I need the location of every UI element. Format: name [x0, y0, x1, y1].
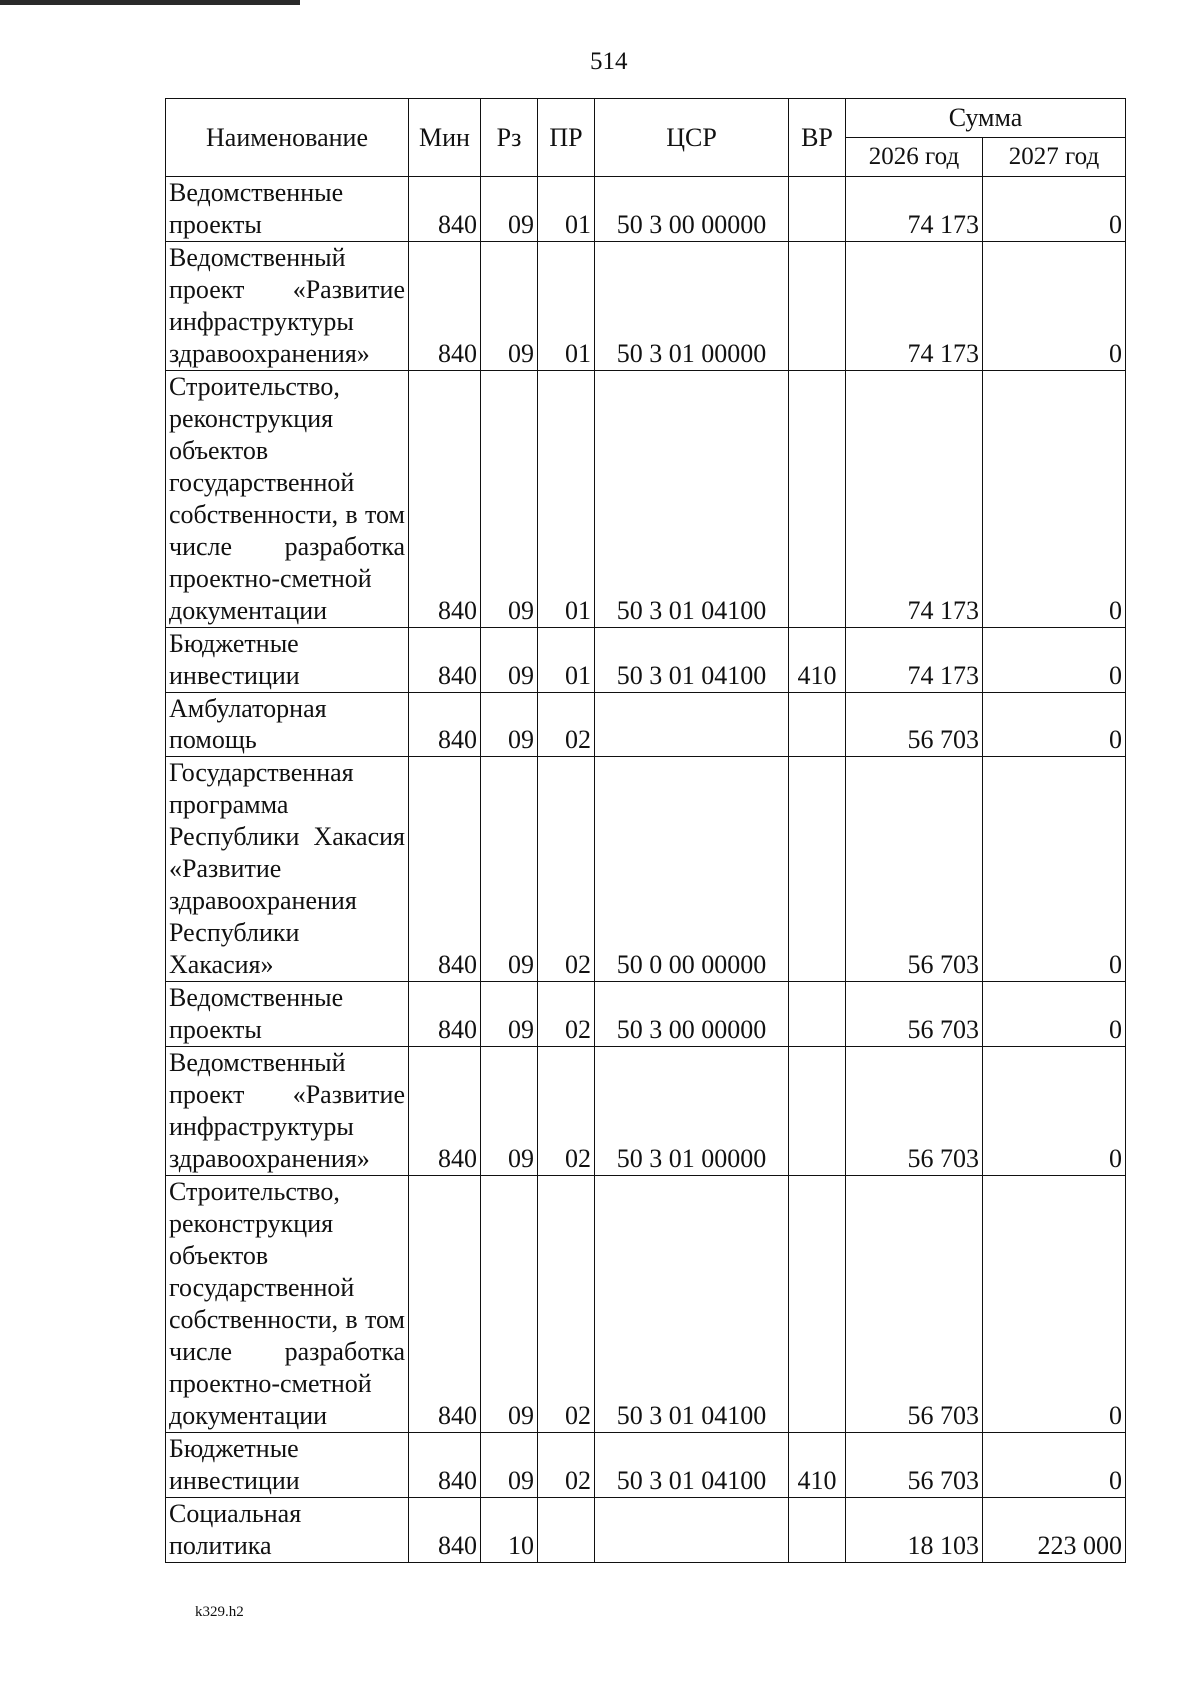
cell-name: Государственная программа Республики Хакасия «Развитие здравоохранения Республики Хакасия»: [166, 757, 409, 982]
cell-vr: [789, 241, 846, 370]
header-sum: Сумма: [846, 99, 1126, 138]
cell-csr: 50 3 01 04100: [595, 1432, 789, 1497]
cell-y2027: 0: [983, 241, 1126, 370]
page-number: 514: [590, 48, 628, 75]
cell-y2027: 0: [983, 1047, 1126, 1176]
cell-y2026: 56 703: [846, 1432, 983, 1497]
header-row: [166, 99, 1126, 138]
cell-y2027: 0: [983, 692, 1126, 757]
cell-vr: 410: [789, 627, 846, 692]
cell-pr: 01: [538, 370, 595, 627]
header-rz: Рз: [481, 99, 538, 177]
cell-pr: 02: [538, 692, 595, 757]
cell-csr: 50 3 01 00000: [595, 1047, 789, 1176]
cell-y2027: 0: [983, 982, 1126, 1047]
cell-name: Ведомственные проекты: [166, 177, 409, 242]
cell-rz: 09: [481, 692, 538, 757]
cell-rz: 09: [481, 177, 538, 242]
cell-min: 840: [409, 757, 481, 982]
cell-y2027: 0: [983, 177, 1126, 242]
cell-y2027: 0: [983, 757, 1126, 982]
cell-min: 840: [409, 1497, 481, 1562]
table-row: [166, 1176, 1126, 1433]
cell-vr: [789, 757, 846, 982]
budget-table: [165, 98, 1126, 1563]
cell-csr: [595, 692, 789, 757]
cell-name: Строительство, реконструкция объектов государственной собственности, в том числе разработка проектно-сметной документации: [166, 370, 409, 627]
cell-csr: 50 3 01 04100: [595, 370, 789, 627]
cell-name: Строительство, реконструкция объектов государственной собственности, в том числе разработка проектно-сметной документации: [166, 1176, 409, 1433]
table-row: [166, 1047, 1126, 1176]
cell-y2026: 56 703: [846, 692, 983, 757]
cell-rz: 09: [481, 627, 538, 692]
cell-vr: [789, 177, 846, 242]
table-row: [166, 1432, 1126, 1497]
cell-pr: 02: [538, 982, 595, 1047]
cell-name: Социальная политика: [166, 1497, 409, 1562]
cell-rz: 09: [481, 757, 538, 982]
cell-min: 840: [409, 370, 481, 627]
cell-y2027: 0: [983, 1432, 1126, 1497]
cell-rz: 09: [481, 241, 538, 370]
cell-min: 840: [409, 241, 481, 370]
cell-csr: 50 3 00 00000: [595, 982, 789, 1047]
cell-min: 840: [409, 982, 481, 1047]
scan-edge-mark: [0, 0, 300, 5]
cell-y2026: 74 173: [846, 627, 983, 692]
table-row: [166, 692, 1126, 757]
cell-pr: 01: [538, 177, 595, 242]
table-row: [166, 627, 1126, 692]
header-name: Наименование: [166, 99, 409, 177]
cell-y2026: 56 703: [846, 757, 983, 982]
cell-y2026: 74 173: [846, 177, 983, 242]
cell-vr: [789, 982, 846, 1047]
cell-vr: [789, 370, 846, 627]
header-year-2027: 2027 год: [983, 138, 1126, 177]
cell-y2026: 56 703: [846, 1047, 983, 1176]
table-row: [166, 757, 1126, 982]
cell-y2027: 0: [983, 627, 1126, 692]
cell-csr: 50 3 01 04100: [595, 1176, 789, 1433]
header-year-2026: 2026 год: [846, 138, 983, 177]
cell-pr: 02: [538, 757, 595, 982]
cell-pr: [538, 1497, 595, 1562]
cell-y2027: 0: [983, 370, 1126, 627]
cell-rz: 09: [481, 1176, 538, 1433]
cell-csr: 50 0 00 00000: [595, 757, 789, 982]
cell-name: Ведомственный проект «Развитие инфраструктуры здравоохранения»: [166, 1047, 409, 1176]
cell-vr: 410: [789, 1432, 846, 1497]
cell-rz: 09: [481, 982, 538, 1047]
cell-name: Ведомственный проект «Развитие инфраструктуры здравоохранения»: [166, 241, 409, 370]
header-pr: ПР: [538, 99, 595, 177]
cell-name: Ведомственные проекты: [166, 982, 409, 1047]
cell-pr: 02: [538, 1047, 595, 1176]
cell-min: 840: [409, 627, 481, 692]
cell-vr: [789, 1497, 846, 1562]
cell-min: 840: [409, 177, 481, 242]
cell-pr: 02: [538, 1176, 595, 1433]
cell-rz: 09: [481, 1432, 538, 1497]
header-min: Мин: [409, 99, 481, 177]
cell-y2026: 74 173: [846, 370, 983, 627]
cell-pr: 02: [538, 1432, 595, 1497]
cell-min: 840: [409, 1432, 481, 1497]
header-csr: ЦСР: [595, 99, 789, 177]
cell-min: 840: [409, 1176, 481, 1433]
cell-vr: [789, 1176, 846, 1433]
cell-name: Бюджетные инвестиции: [166, 1432, 409, 1497]
cell-csr: 50 3 00 00000: [595, 177, 789, 242]
cell-y2026: 18 103: [846, 1497, 983, 1562]
table-row: [166, 241, 1126, 370]
footer-code: k329.h2: [195, 1604, 244, 1620]
table-row: [166, 982, 1126, 1047]
cell-name: Амбулаторная помощь: [166, 692, 409, 757]
cell-vr: [789, 1047, 846, 1176]
cell-rz: 09: [481, 370, 538, 627]
cell-pr: 01: [538, 627, 595, 692]
cell-csr: 50 3 01 04100: [595, 627, 789, 692]
cell-vr: [789, 692, 846, 757]
table-row: [166, 370, 1126, 627]
cell-y2026: 74 173: [846, 241, 983, 370]
table-body: [166, 177, 1126, 1563]
cell-csr: 50 3 01 00000: [595, 241, 789, 370]
cell-min: 840: [409, 1047, 481, 1176]
cell-y2026: 56 703: [846, 982, 983, 1047]
cell-y2027: 0: [983, 1176, 1126, 1433]
cell-pr: 01: [538, 241, 595, 370]
cell-rz: 10: [481, 1497, 538, 1562]
cell-csr: [595, 1497, 789, 1562]
cell-name: Бюджетные инвестиции: [166, 627, 409, 692]
cell-min: 840: [409, 692, 481, 757]
cell-y2027: 223 000: [983, 1497, 1126, 1562]
cell-rz: 09: [481, 1047, 538, 1176]
table-row: [166, 177, 1126, 242]
cell-y2026: 56 703: [846, 1176, 983, 1433]
header-vr: ВР: [789, 99, 846, 177]
table-row: [166, 1497, 1126, 1562]
